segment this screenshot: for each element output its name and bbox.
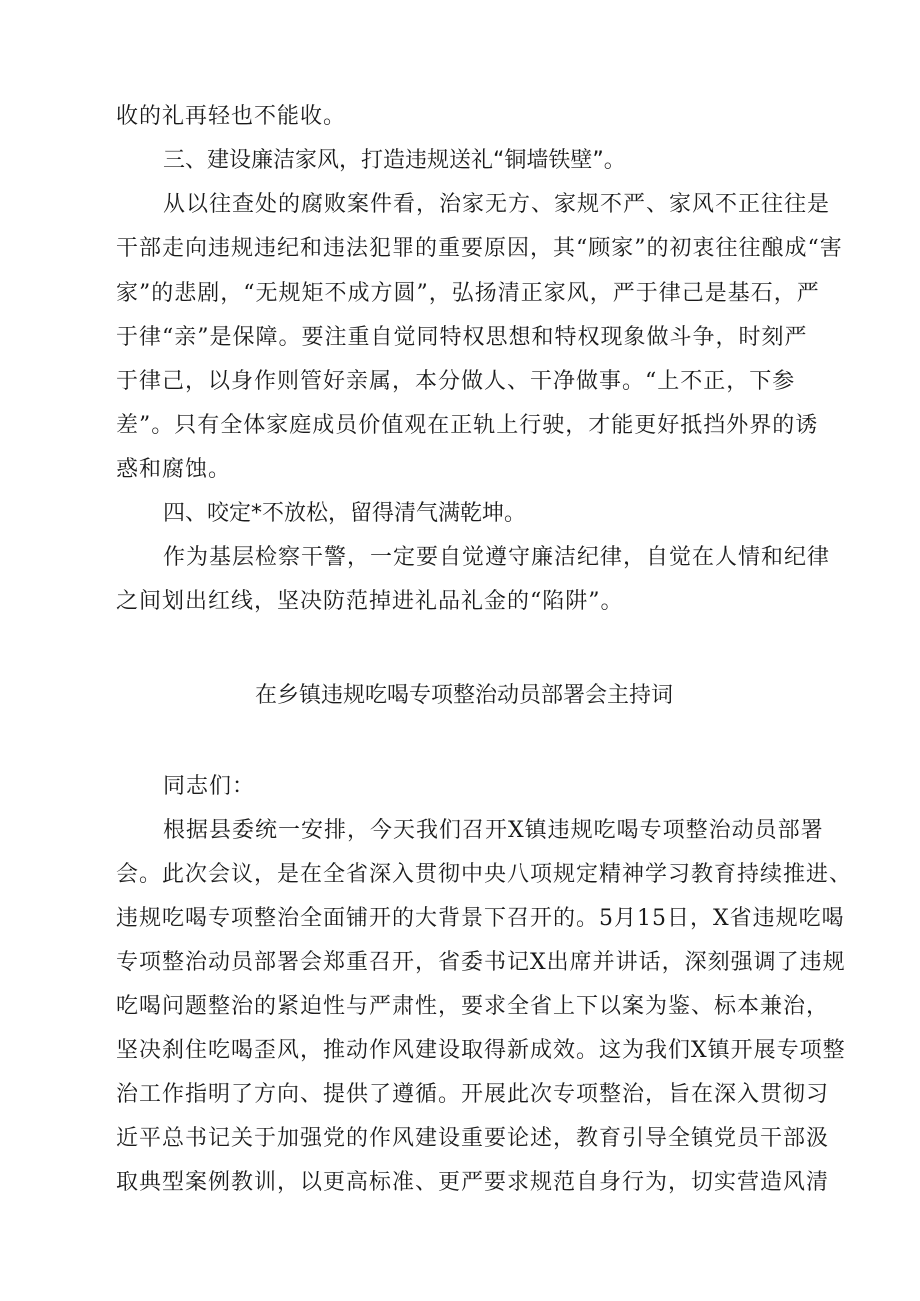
paragraph-line: 干部走向违规违纪和违法犯罪的重要原因，其“顾家”的初衷往往酿成“害 bbox=[116, 236, 843, 261]
paragraph-line: 坚决刹住吃喝歪风，推动作风建设取得新成效。这为我们X镇开展专项整 bbox=[116, 1038, 846, 1063]
paragraph-line: 违规吃喝专项整治全面铺开的大背景下召开的。5月15日，X省违规吃喝 bbox=[116, 906, 845, 931]
paragraph-line: 取典型案例教训，以更高标准、更严要求规范自身行为，切实营造风清 bbox=[116, 1170, 830, 1195]
paragraph-line: 近平总书记关于加强党的作风建设重要论述，教育引导全镇党员干部汲 bbox=[116, 1126, 830, 1151]
document-title: 在乡镇违规吃喝专项整治动员部署会主持词 bbox=[255, 683, 674, 708]
paragraph-line: 治工作指明了方向、提供了遵循。开展此次专项整治，旨在深入贯彻习 bbox=[116, 1082, 830, 1107]
paragraph-line: 收的礼再轻也不能收。 bbox=[116, 104, 347, 129]
salutation: 同志们： bbox=[163, 774, 256, 799]
paragraph-line: 根据县委统一安排，今天我们召开X镇违规吃喝专项整治动员部署 bbox=[163, 818, 824, 843]
paragraph-line: 从以往查处的腐败案件看，治家无方、家规不严、家风不正往往是 bbox=[163, 192, 831, 217]
paragraph-line: 家”的悲剧，“无规矩不成方圆”，弘扬清正家风，严于律己是基石，严 bbox=[116, 281, 820, 306]
section-heading-three: 三、建设廉洁家风，打造违规送礼“铜墙铁壁”。 bbox=[163, 148, 626, 173]
paragraph-line: 专项整治动员部署会郑重召开，省委书记X出席并讲话，深刻强调了违规 bbox=[116, 950, 846, 975]
paragraph-line: 作为基层检察干警，一定要自觉遵守廉洁纪律，自觉在人情和纪律 bbox=[163, 545, 831, 570]
paragraph-line: 之间划出红线，坚决防范掉进礼品礼金的“陷阱”。 bbox=[116, 589, 624, 614]
section-heading-four: 四、咬定*不放松，留得清气满乾坤。 bbox=[163, 501, 527, 526]
paragraph-line: 于律“亲”是保障。要注重自觉同特权思想和特权现象做斗争，时刻严 bbox=[116, 325, 808, 350]
paragraph-line: 差”。只有全体家庭成员价值观在正轨上行驶，才能更好抵挡外界的诱 bbox=[116, 413, 819, 438]
paragraph-line: 会。此次会议，是在全省深入贯彻中央八项规定精神学习教育持续推进、 bbox=[116, 862, 853, 887]
paragraph-line: 于律己，以身作则管好亲属，本分做人、干净做事。“上不正，下参 bbox=[116, 369, 796, 394]
paragraph-line: 惑和腐蚀。 bbox=[116, 457, 232, 482]
paragraph-line: 吃喝问题整治的紧迫性与严肃性，要求全省上下以案为鉴、标本兼治， bbox=[116, 994, 830, 1019]
